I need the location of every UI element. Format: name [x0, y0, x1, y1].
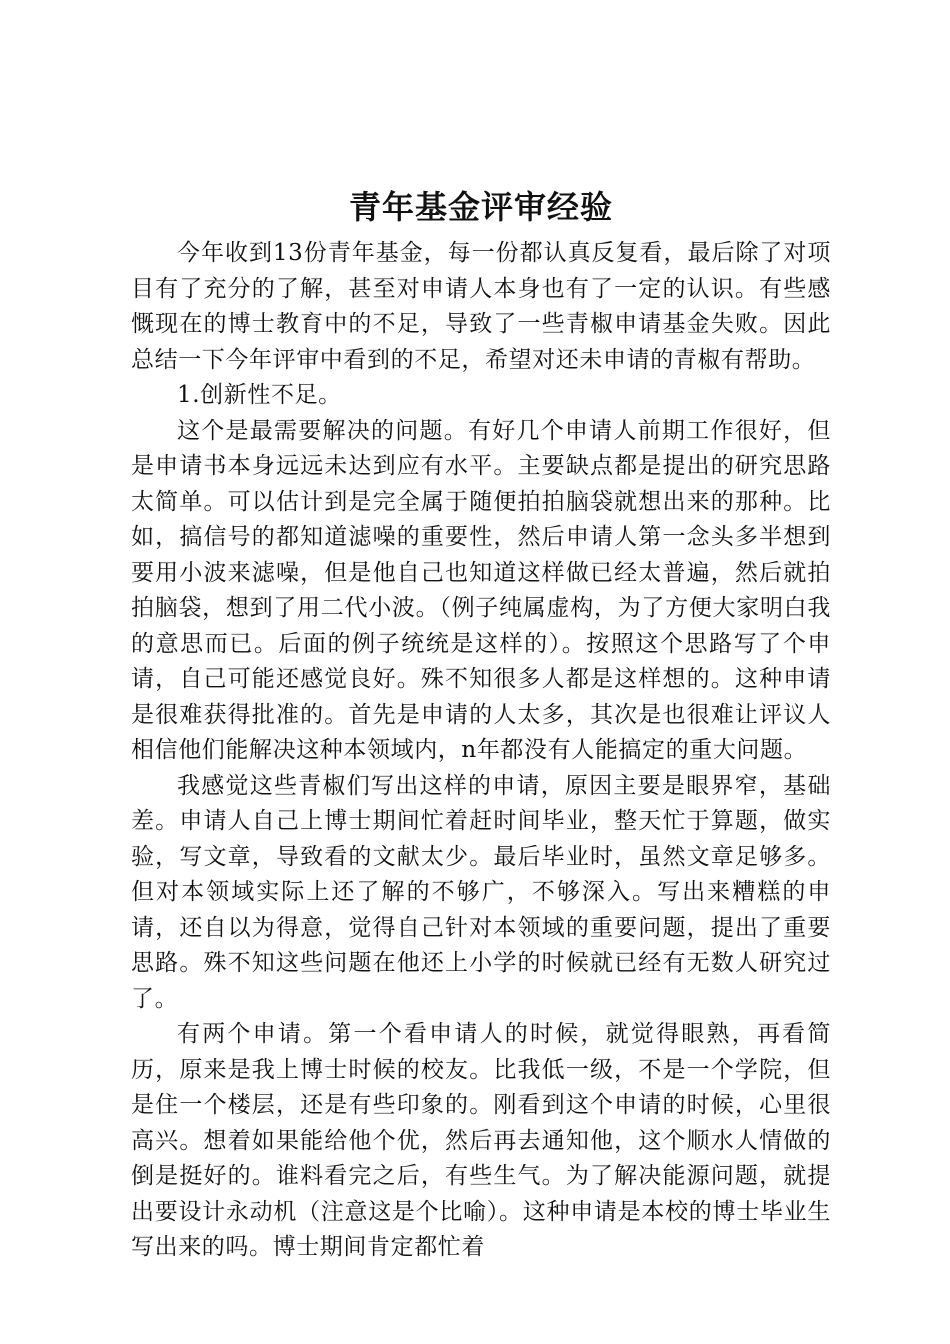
paragraph-innovation: 这个是最需要解决的问题。有好几个申请人前期工作很好，但是申请书本身远远未达到应有水平。主要缺点都是提出的研究思路太简单。可以估计到是完全属于随便拍拍脑袋就想出来的那种。比如，搞信号的都知道滤噪的重要性，然后申请人第一念头多半想到要用小波来滤噪，但是他自己也知道这样做已经太普遍，然后就拍拍脑袋，想到了用二代小波。（例子纯属虚构，为了方便大家明白我的意思而已。后面的例子统统是这样的）。按照这个思路写了个申请，自己可能还感觉良好。殊不知很多人都是这样想的。这种申请是很难获得批准的。首先是申请的人太多，其次是也很难让评议人相信他们能解决这种本领域内，n年都没有人能搞定的重大问题。 [131, 417, 831, 763]
document-page [131, 182, 831, 1266]
paragraph-causes: 我感觉这些青椒们写出这样的申请，原因主要是眼界窄，基础差。申请人自己上博士期间忙着赶时间毕业，整天忙于算题，做实验，写文章，导致看的文献太少。最后毕业时，虽然文章足够多。但对本领域实际上还了解的不够广，不够深入。写出来糟糕的申请，还自以为得意，觉得自己针对本领域的重要问题，提出了重要思路。殊不知这些问题在他还上小学的时候就已经有无数人研究过了。 [131, 772, 831, 1012]
paragraph-intro: 今年收到13份青年基金，每一份都认真反复看，最后除了对项目有了充分的了解，甚至对申请人本身也有了一定的认识。有些感慨现在的博士教育中的不足，导致了一些青椒申请基金失败。因此总结一下今年评审中看到的不足，希望对还未申请的青椒有帮助。 [131, 240, 831, 373]
document-title: 青年基金评审经验 [348, 188, 613, 226]
section-heading-innovation: 1.创新性不足。 [177, 382, 342, 408]
paragraph-example: 有两个申请。第一个看申请人的时候，就觉得眼熟，再看简历，原来是我上博士时候的校友。比我低一级，不是一个学院，但是住一个楼层，还是有些印象的。刚看到这个申请的时候，心里很高兴。想着如果能给他个优，然后再去通知他，这个顺水人情做的倒是挺好的。谁料看完之后，有些生气。为了解决能源问题，就提出要设计永动机（注意这是个比喻）。这种申请是本校的博士毕业生写出来的吗。博士期间肯定都忙着 [131, 1021, 831, 1260]
